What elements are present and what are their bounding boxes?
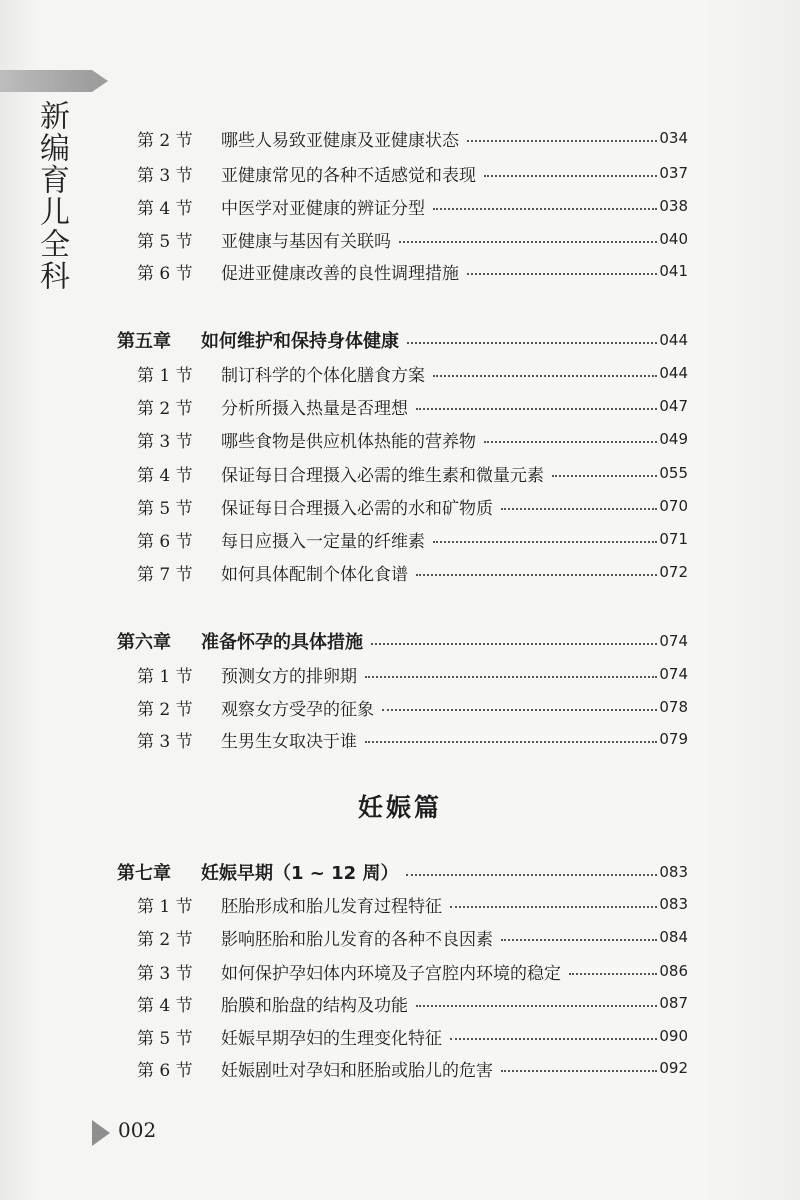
entry-number: 第 2 节 — [137, 699, 193, 720]
toc-section-entry — [137, 358, 688, 388]
entry-number: 第五章 — [117, 331, 171, 352]
toc-chapter-entry — [117, 626, 688, 656]
dot-leader — [501, 1068, 657, 1072]
dot-leader — [433, 373, 657, 377]
entry-number: 第 3 节 — [137, 165, 193, 186]
entry-page-number: 038 — [659, 197, 688, 215]
entry-title: 如何具体配制个体化食谱 — [221, 564, 408, 585]
entry-page-number: 041 — [659, 262, 688, 280]
entry-title: 影响胚胎和胎儿发育的各种不良因素 — [221, 929, 493, 950]
entry-number: 第 6 节 — [137, 531, 193, 552]
toc-chapter-entry — [117, 325, 688, 355]
entry-page-number: 047 — [659, 397, 688, 415]
toc-section-entry — [137, 123, 688, 153]
dot-leader — [484, 439, 657, 443]
entry-page-number: 078 — [659, 698, 688, 716]
entry-number: 第 5 节 — [137, 1028, 193, 1049]
toc-section-entry — [137, 557, 688, 587]
entry-page-number: 086 — [659, 962, 688, 980]
entry-title: 哪些人易致亚健康及亚健康状态 — [221, 130, 459, 151]
entry-title: 妊娠剧吐对孕妇和胚胎或胎儿的危害 — [221, 1060, 493, 1081]
part-heading: 妊娠篇 — [357, 793, 442, 822]
dot-leader — [552, 473, 657, 477]
entry-page-number: 044 — [659, 331, 688, 349]
entry-number: 第 5 节 — [137, 231, 193, 252]
entry-page-number: 084 — [659, 928, 688, 946]
toc-section-entry — [137, 391, 688, 421]
toc-section-entry — [137, 956, 688, 986]
entry-page-number: 083 — [659, 863, 688, 881]
dot-leader — [433, 206, 657, 210]
dot-leader — [407, 340, 657, 344]
entry-title: 如何维护和保持身体健康 — [201, 331, 399, 352]
entry-number: 第 6 节 — [137, 1060, 193, 1081]
entry-title: 胚胎形成和胎儿发育过程特征 — [221, 896, 442, 917]
toc-section-entry — [137, 224, 688, 254]
entry-number: 第 2 节 — [137, 929, 193, 950]
toc-section-entry — [137, 724, 688, 754]
entry-page-number: 074 — [659, 632, 688, 650]
toc-section-entry — [137, 659, 688, 689]
page-arrow-icon — [92, 1120, 110, 1146]
entry-number: 第 3 节 — [137, 431, 193, 452]
entry-number: 第 3 节 — [137, 963, 193, 984]
dot-leader — [450, 904, 657, 908]
entry-page-number: 079 — [659, 730, 688, 748]
entry-title: 妊娠早期孕妇的生理变化特征 — [221, 1028, 442, 1049]
entry-number: 第六章 — [117, 632, 171, 653]
entry-number: 第 4 节 — [137, 198, 193, 219]
entry-page-number: 090 — [659, 1027, 688, 1045]
dot-leader — [416, 406, 657, 410]
entry-page-number: 070 — [659, 497, 688, 515]
entry-number: 第 4 节 — [137, 465, 193, 486]
entry-page-number: 037 — [659, 164, 688, 182]
dot-leader — [569, 971, 657, 975]
entry-page-number: 072 — [659, 563, 688, 581]
entry-page-number: 055 — [659, 464, 688, 482]
header-bar — [0, 70, 92, 92]
entry-number: 第 1 节 — [137, 666, 193, 687]
entry-page-number: 074 — [659, 665, 688, 683]
entry-title: 中医学对亚健康的辨证分型 — [221, 198, 425, 219]
entry-page-number: 087 — [659, 994, 688, 1012]
entry-title: 预测女方的排卵期 — [221, 666, 357, 687]
toc-section-entry — [137, 692, 688, 722]
entry-number: 第 2 节 — [137, 130, 193, 151]
toc-chapter-entry — [117, 857, 688, 887]
dot-leader — [467, 271, 657, 275]
entry-page-number: 049 — [659, 430, 688, 448]
dot-leader — [365, 739, 657, 743]
entry-number: 第 1 节 — [137, 365, 193, 386]
toc-section-entry — [137, 1053, 688, 1083]
entry-page-number: 044 — [659, 364, 688, 382]
entry-title: 准备怀孕的具体措施 — [201, 632, 363, 653]
header-arrow-icon — [92, 70, 108, 92]
entry-title: 妊娠早期（1 ~ 12 周） — [201, 863, 399, 884]
entry-number: 第 4 节 — [137, 995, 193, 1016]
entry-page-number: 034 — [659, 129, 688, 147]
entry-number: 第 3 节 — [137, 731, 193, 752]
dot-leader — [416, 1003, 657, 1007]
dot-leader — [406, 872, 657, 876]
entry-number: 第 6 节 — [137, 263, 193, 284]
entry-title: 亚健康常见的各种不适感觉和表现 — [221, 165, 476, 186]
entry-number: 第 5 节 — [137, 498, 193, 519]
toc-section-entry — [137, 256, 688, 286]
entry-title: 保证每日合理摄入必需的水和矿物质 — [221, 498, 493, 519]
entry-title: 保证每日合理摄入必需的维生素和微量元素 — [221, 465, 544, 486]
dot-leader — [501, 506, 657, 510]
entry-number: 第七章 — [117, 863, 171, 884]
entry-title: 亚健康与基因有关联吗 — [221, 231, 391, 252]
entry-number: 第 1 节 — [137, 896, 193, 917]
entry-number: 第 7 节 — [137, 564, 193, 585]
entry-title: 如何保护孕妇体内环境及子宫腔内环境的稳定 — [221, 963, 561, 984]
toc-section-entry — [137, 524, 688, 554]
dot-leader — [484, 173, 657, 177]
entry-title: 哪些食物是供应机体热能的营养物 — [221, 431, 476, 452]
dot-leader — [416, 572, 657, 576]
entry-title: 观察女方受孕的征象 — [221, 699, 374, 720]
toc-section-entry — [137, 1021, 688, 1051]
toc-section-entry — [137, 191, 688, 221]
page-number: 002 — [118, 1118, 157, 1142]
entry-page-number: 083 — [659, 895, 688, 913]
toc-section-entry — [137, 922, 688, 952]
toc-section-entry — [137, 988, 688, 1018]
toc-section-entry — [137, 424, 688, 454]
entry-title: 胎膜和胎盘的结构及功能 — [221, 995, 408, 1016]
entry-title: 促进亚健康改善的良性调理措施 — [221, 263, 459, 284]
entry-page-number: 092 — [659, 1059, 688, 1077]
entry-title: 制订科学的个体化膳食方案 — [221, 365, 425, 386]
entry-page-number: 040 — [659, 230, 688, 248]
dot-leader — [450, 1036, 657, 1040]
toc-section-entry — [137, 889, 688, 919]
dot-leader — [501, 937, 657, 941]
entry-number: 第 2 节 — [137, 398, 193, 419]
toc-section-entry — [137, 458, 688, 488]
toc-section-entry — [137, 491, 688, 521]
entry-title: 每日应摄入一定量的纤维素 — [221, 531, 425, 552]
dot-leader — [365, 674, 657, 678]
dot-leader — [371, 641, 657, 645]
toc-section-entry — [137, 158, 688, 188]
entry-title: 分析所摄入热量是否理想 — [221, 398, 408, 419]
dot-leader — [433, 539, 657, 543]
dot-leader — [382, 707, 657, 711]
entry-title: 生男生女取决于谁 — [221, 731, 357, 752]
entry-page-number: 071 — [659, 530, 688, 548]
dot-leader — [399, 239, 657, 243]
dot-leader — [467, 138, 657, 142]
book-title: 新编育儿全科 — [34, 100, 69, 292]
